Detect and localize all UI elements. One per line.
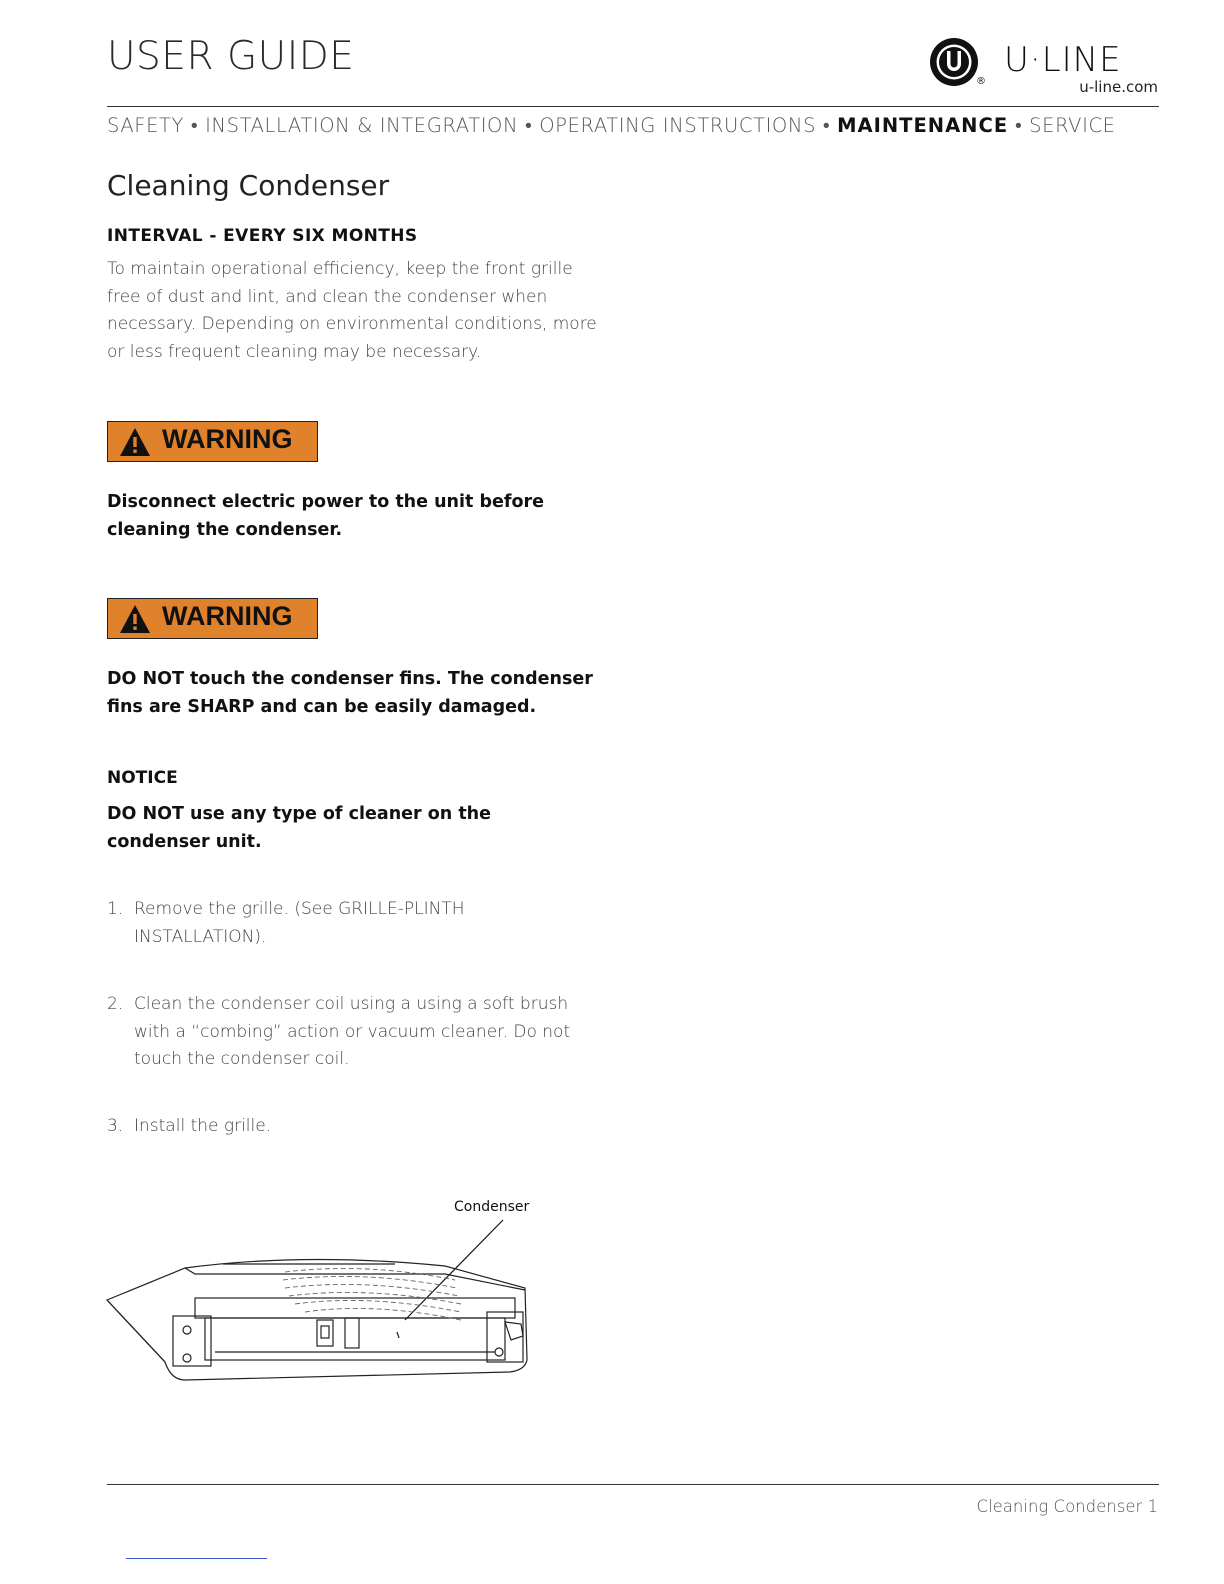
nav-separator: • [816, 114, 838, 137]
notice-line: condenser unit. [107, 832, 262, 852]
callout-leader-line [405, 1220, 503, 1320]
footer-page-label: Cleaning Condenser 1 [976, 1497, 1158, 1516]
intro-line: or less frequent cleaning may be necessary. [107, 342, 482, 363]
notice-text [107, 800, 607, 856]
nav-item-safety: SAFETY [107, 114, 185, 137]
warning-badge [107, 421, 318, 462]
step-line: touch the condenser coil. [134, 1049, 350, 1069]
brand-wordmark: U·LINE [1004, 40, 1122, 80]
notice-heading: NOTICE [107, 768, 178, 788]
nav-separator: • [1008, 114, 1030, 137]
step-item [107, 1113, 587, 1141]
warning-triangle-icon [118, 603, 152, 635]
nav-separator: • [184, 114, 206, 137]
step-line: INSTALLATION). [134, 926, 267, 947]
notice-line: DO NOT use any type of cleaner on the [107, 804, 492, 824]
step-line: with a “combing” action or vacuum cleaner. Do not [134, 1021, 571, 1042]
step-item [107, 991, 587, 1074]
registered-mark: ® [976, 76, 986, 87]
blue-underline [126, 1558, 267, 1559]
condenser-diagram [105, 1212, 535, 1390]
diagram-callout-label: Condenser [454, 1199, 530, 1215]
warning-line: DO NOT touch the condenser fins. The condenser [107, 669, 593, 689]
intro-line: necessary. Depending on environmental conditions, more [107, 314, 597, 335]
interval-heading: INTERVAL - EVERY SIX MONTHS [107, 226, 418, 246]
warning-line: cleaning the condenser. [107, 520, 343, 540]
warning-badge [107, 598, 318, 639]
footer-divider [107, 1484, 1159, 1485]
step-line: Remove the grille. (See GRILLE-PLINTH [134, 899, 465, 919]
step-item [107, 896, 587, 951]
warning-label: WARNING [162, 601, 293, 631]
header-divider [107, 106, 1159, 107]
step-number: 2. [107, 994, 124, 1014]
step-line: Clean the condenser coil using a using a soft brush [134, 994, 569, 1014]
step-number: 3. [107, 1116, 124, 1136]
nav-item-operating: OPERATING INSTRUCTIONS [539, 114, 817, 137]
nav-item-maintenance: MAINTENANCE [837, 114, 1009, 137]
warning-2-text [107, 665, 607, 721]
section-nav [107, 114, 1159, 138]
nav-item-installation: INSTALLATION & INTEGRATION [205, 114, 519, 137]
warning-line: fins are SHARP and can be easily damaged. [107, 697, 537, 717]
nav-item-service: SERVICE [1029, 114, 1116, 137]
brand-logo [928, 34, 1160, 98]
section-title: Cleaning Condenser [107, 169, 390, 202]
nav-separator: • [518, 114, 540, 137]
intro-paragraph [107, 256, 602, 367]
step-line: Install the grille. [134, 1116, 272, 1136]
warning-1-text [107, 488, 607, 544]
warning-triangle-icon [118, 426, 152, 458]
brand-url: u-line.com [1079, 78, 1158, 96]
document-title: USER GUIDE [107, 34, 355, 79]
step-number: 1. [107, 899, 124, 919]
warning-line: Disconnect electric power to the unit before [107, 492, 545, 512]
intro-line: To maintain operational efficiency, keep the front grille [107, 259, 573, 279]
warning-label: WARNING [162, 424, 293, 454]
intro-line: free of dust and lint, and clean the condenser when [107, 286, 548, 307]
